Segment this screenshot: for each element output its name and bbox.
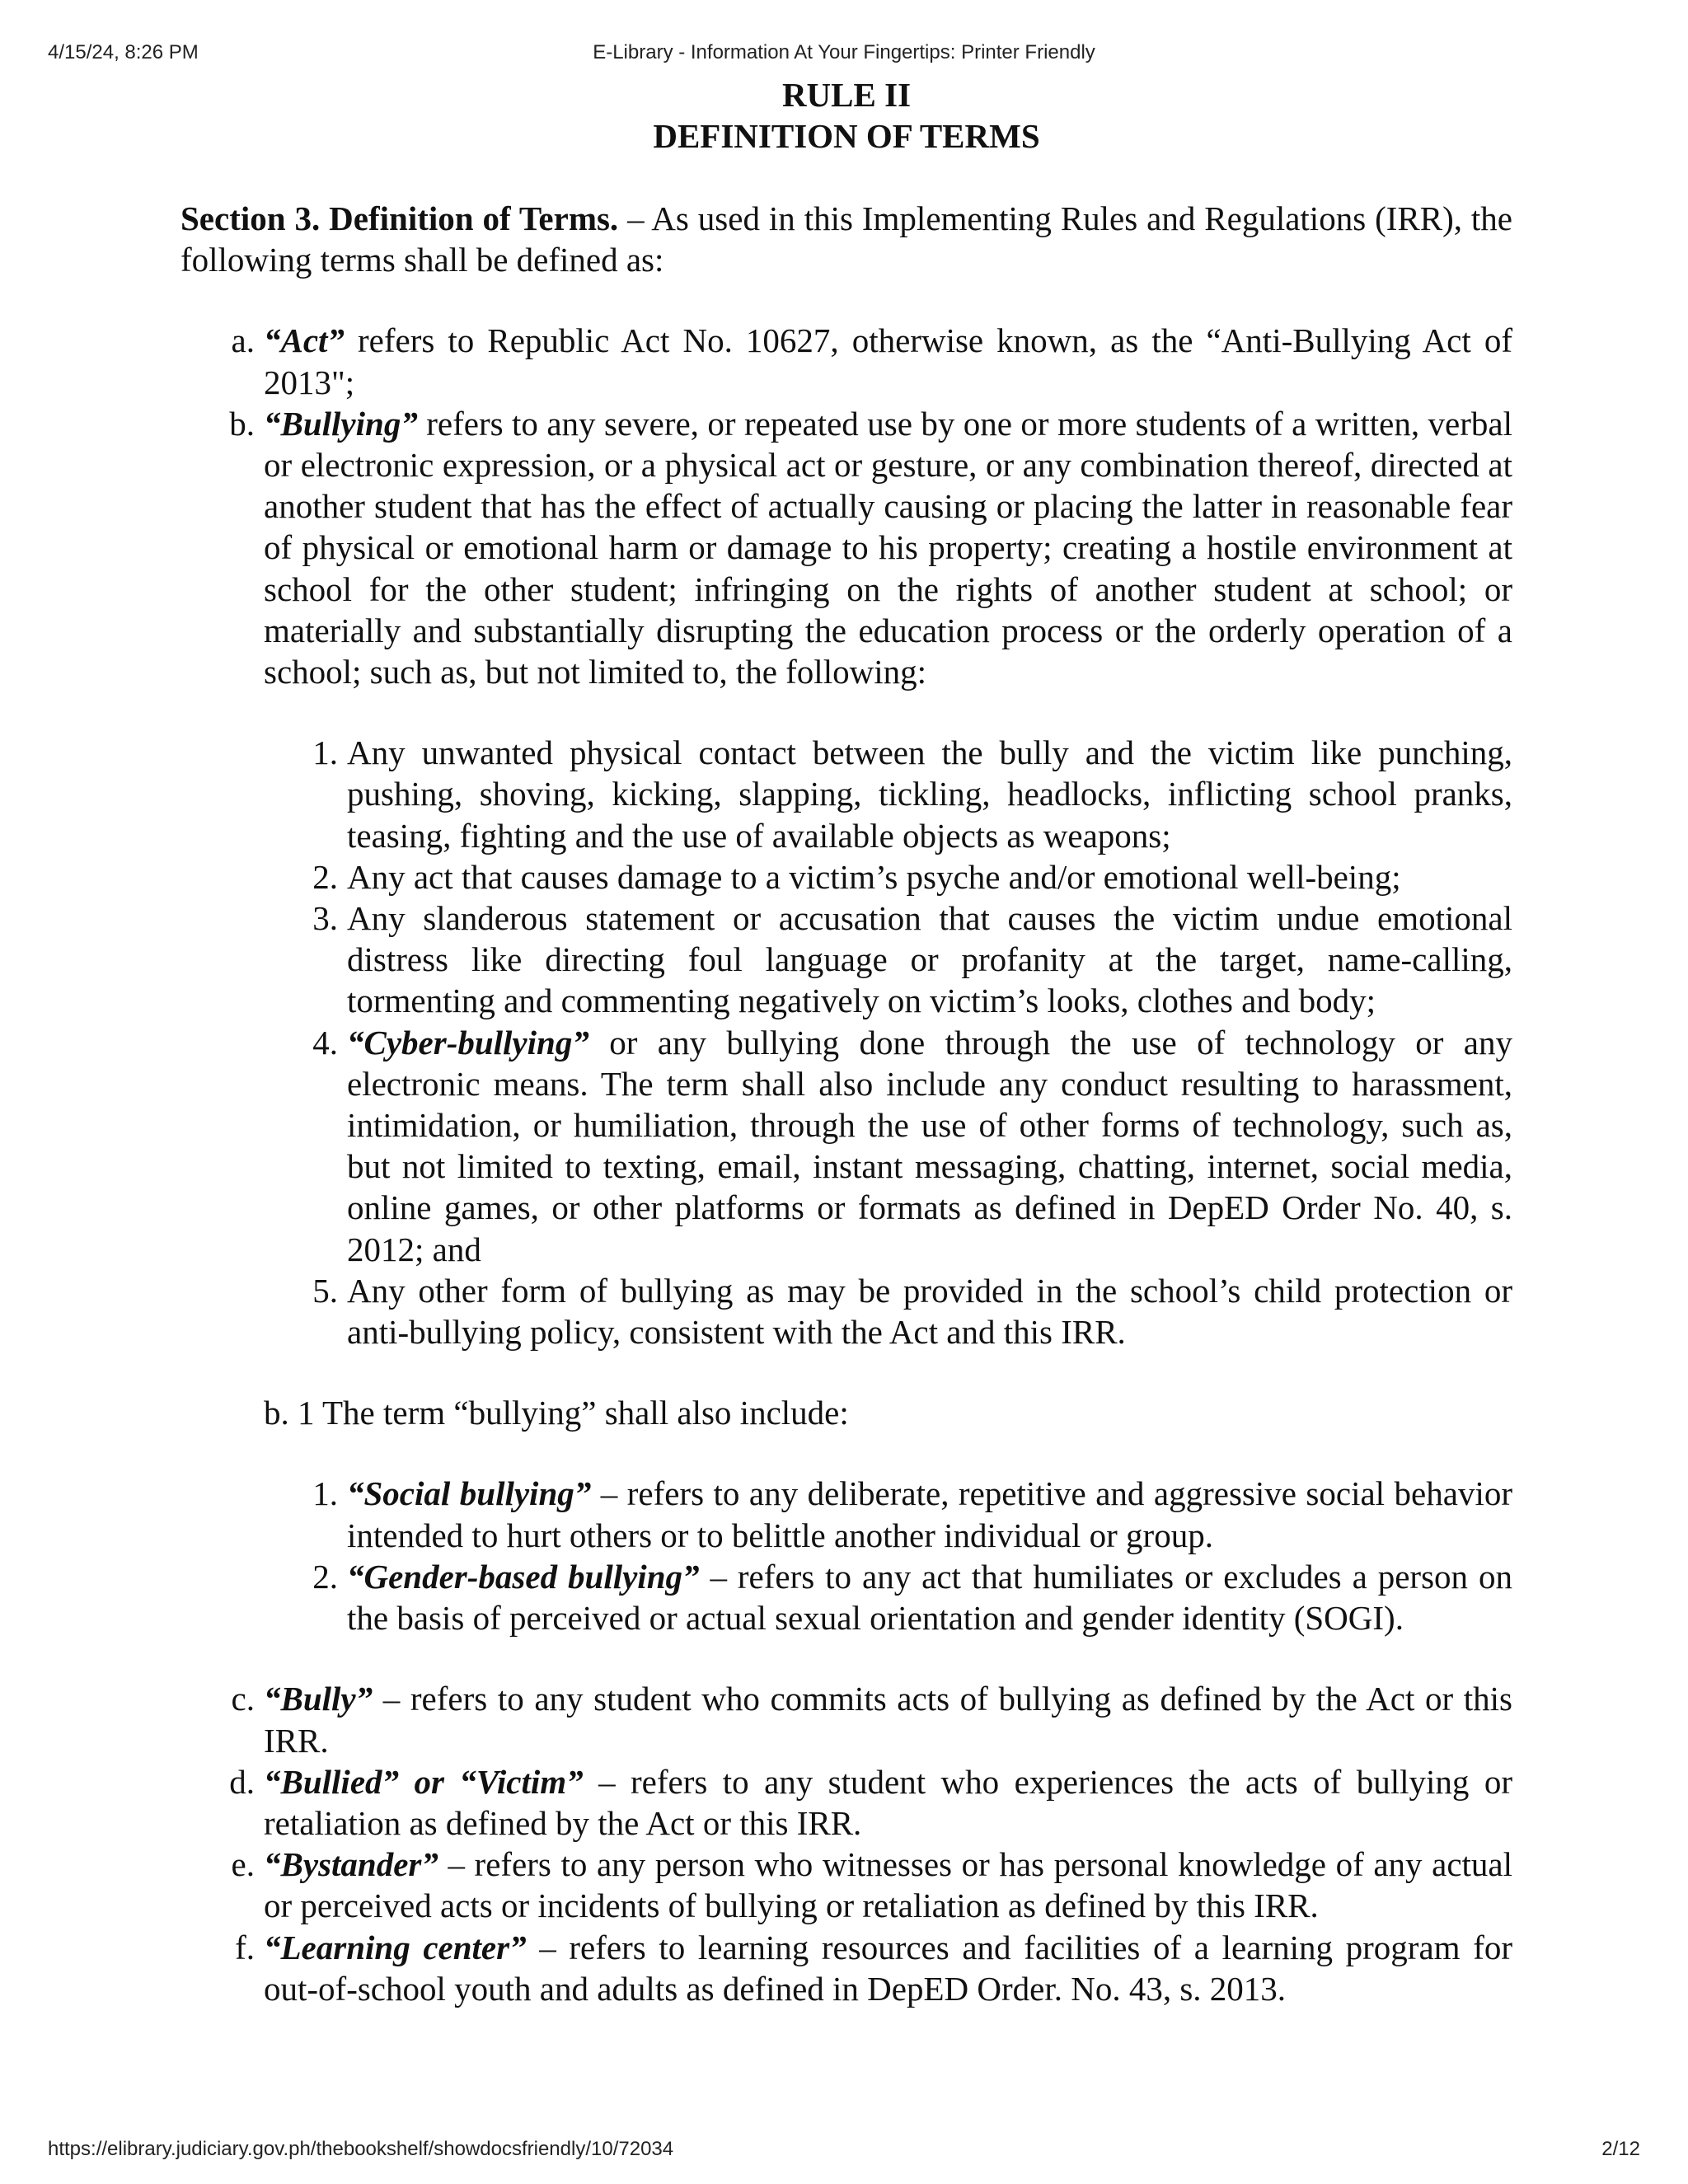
list-marker: b. [229,404,255,443]
print-page-number: 2/12 [1601,2138,1640,2160]
rule-title: RULE II [781,76,912,114]
defined-term: “Bully” [264,1680,373,1718]
list-item [264,898,1512,1022]
print-url: https://elibrary.judiciary.gov.ph/thebookshelf/showdocsfriendly/10/72034 [48,2138,674,2160]
defined-term: “Gender-based bullying” [347,1557,700,1596]
print-page-title: E-Library - Information At Your Fingertips: Printer Friendly [593,41,1095,63]
print-datetime: 4/15/24, 8:26 PM [48,41,199,63]
list-item [264,856,1512,898]
list-marker: 1. [312,1474,338,1513]
list-item-text: Any act that causes damage to a victim’s psyche and/or emotional well-being; [347,857,1401,896]
defined-term: “Social bullying” [347,1474,592,1513]
definition-text: – refers to any student who experiences the acts of bullying or retaliation as defined by the Act or this IRR. [264,1762,1512,1842]
definition-item-e [181,1844,1512,1926]
list-marker: 1. [312,733,338,772]
list-marker: 4. [312,1023,338,1062]
list-item-text: – refers to any act that humiliates or excludes a person on the basis of perceived or actual sexual orientation and gender identity (SOGI). [347,1557,1512,1638]
definition-item-a [181,320,1512,402]
document-body [181,74,1512,2009]
rule-heading: DEFINITION OF TERMS [653,117,1040,155]
b1-list [181,1473,1512,1638]
definition-item-d [181,1761,1512,1844]
definition-text: – refers to any person who witnesses or has personal knowledge of any actual or perceived acts or incidents of bullying or retaliation as defined by this IRR. [264,1845,1512,1925]
list-item-text: Any other form of bullying as may be provided in the school’s child protection or anti-bullying policy, consistent with the Act and this IRR. [347,1271,1512,1352]
defined-term: “Act” [264,321,345,360]
defined-term: “Learning center” [264,1928,527,1966]
definition-text: – refers to any student who commits acts of bullying as defined by the Act or this IRR. [264,1680,1512,1760]
section-label: Section 3. Definition of Terms. [181,199,619,237]
list-item-text: Any unwanted physical contact between the bully and the victim like punching, pushing, shoving, kicking, slapping, tickling, headlocks, inflicting school pranks, teasing, fighting and the use of available objects as weapons; [347,733,1512,855]
definitions-list [181,320,1512,2009]
list-item-text: or any bullying done through the use of technology or any electronic means. The term shall also include any conduct resulting to harassment, intimidation, or humiliation, through the use of other forms of technology, such as, but not limited to texting, email, instant messaging, chatting, internet, social media, online games, or other platforms or formats as defined in DepED Order No. 40, s. 2012; and [347,1023,1512,1268]
list-item [264,732,1512,856]
section-text: – As used in this Implementing Rules and Regulations (IRR), the following terms shall be defined as: [181,199,1513,279]
defined-term: “Bullying” [264,404,418,443]
print-footer [48,2138,1640,2163]
definition-text: refers to any severe, or repeated use by one or more students of a written, verbal or electronic expression, or a physical act or gesture, or any combination thereof, directed at another student that has the effect of actually causing or placing the latter in reasonable fear of physical or emotional harm or damage to his property; creating a hostile environment at school for the other student; infringing on the rights of another student at school; or materially and substantially disrupting the education process or the orderly operation of a school; such as, but not limited to, the following: [264,404,1512,691]
list-marker: c. [231,1680,255,1718]
defined-term: “Bystander” [264,1845,438,1884]
list-marker: 2. [312,857,338,896]
list-item-text: – refers to any deliberate, repetitive and aggressive social behavior intended to hurt others or to belittle another individual or group. [347,1474,1512,1554]
list-item [264,1556,1512,1638]
definition-item-f [181,1927,1512,2009]
list-marker: d. [229,1762,255,1801]
defined-term: “Bullied” or “Victim” [264,1762,584,1801]
definition-item-c [181,1678,1512,1760]
b1-intro: b. 1 The term “bullying” shall also include: [264,1394,849,1432]
list-marker: 3. [312,899,338,938]
print-header [48,41,1640,66]
list-item-text: Any slanderous statement or accusation that causes the victim undue emotional distress like directing foul language or profanity at the target, name-calling, tormenting and commenting negatively on victim’s looks, clothes and body; [347,899,1512,1020]
list-marker: 2. [312,1557,338,1596]
section-intro [181,198,1512,280]
list-item [264,1270,1512,1352]
list-marker: e. [231,1845,255,1884]
list-marker: f. [235,1928,255,1966]
definition-text: – refers to learning resources and facilities of a learning program for out-of-school youth and adults as defined in DepED Order. No. 43, s. 2013. [264,1928,1512,2008]
bullying-examples-list [181,732,1512,1352]
definition-item-b [181,403,1512,1638]
list-item [264,1473,1512,1555]
list-item [264,1022,1512,1270]
list-marker: a. [231,321,255,360]
definition-text: refers to Republic Act No. 10627, otherwise known, as the “Anti-Bullying Act of 2013"; [264,321,1512,401]
list-marker: 5. [312,1271,338,1310]
defined-term: “Cyber-bullying” [347,1023,589,1062]
